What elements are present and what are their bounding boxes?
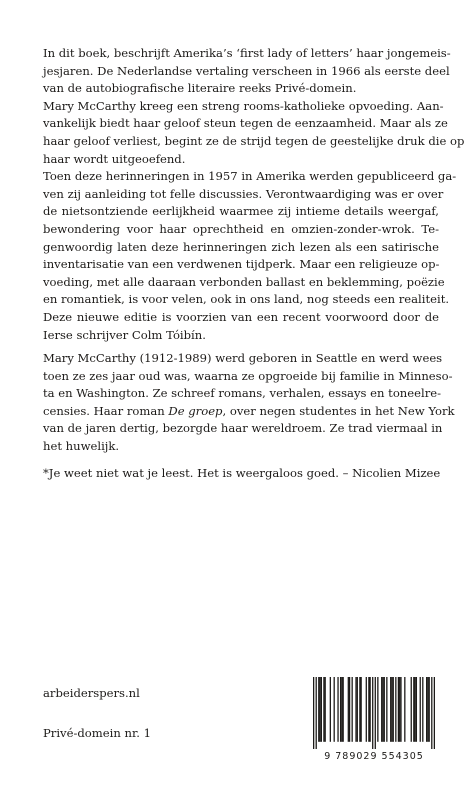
blurb-line: en romantiek, is voor velen, ook in ons land, nog steeds een realiteit. bbox=[43, 292, 450, 307]
barcode-bar bbox=[391, 677, 392, 742]
barcode-bar bbox=[330, 677, 331, 742]
barcode-bar bbox=[343, 677, 344, 742]
blurb-line: bewondering voor haar oprechtheid en omzien-zonder-wrok. Te- bbox=[43, 221, 439, 236]
barcode-bar bbox=[404, 677, 405, 742]
barcode-bar bbox=[325, 677, 326, 742]
barcode-bar bbox=[341, 677, 342, 742]
barcode-bar bbox=[422, 677, 423, 742]
blurb-text bbox=[43, 45, 465, 344]
barcode-bar bbox=[337, 677, 338, 742]
bio-line: Mary McCarthy (1912-1989) werd geboren in Seattle en werd wees bbox=[43, 351, 443, 365]
barcode-bar bbox=[319, 677, 320, 742]
barcode-bar bbox=[420, 677, 421, 742]
blurb-line: ven zij aanleiding tot felle discussies. Verontwaardiging was er over bbox=[43, 186, 444, 201]
barcode-bar bbox=[381, 677, 382, 742]
barcode-bar bbox=[313, 677, 314, 749]
barcode-bar bbox=[348, 677, 349, 742]
barcode-bar bbox=[352, 677, 353, 742]
barcode-bar bbox=[377, 677, 378, 742]
barcode-bar bbox=[323, 677, 324, 742]
blurb-line: Toen deze herinneringen in 1957 in Amerika werden gepubliceerd ga- bbox=[43, 169, 457, 184]
barcode-bar bbox=[382, 677, 383, 742]
barcode-bar bbox=[334, 677, 335, 742]
blurb-line: Deze nieuwe editie is voorzien van een recent voorwoord door de bbox=[43, 309, 439, 324]
barcode-bar bbox=[416, 677, 417, 742]
review-quote bbox=[43, 465, 439, 483]
barcode-bar bbox=[368, 677, 369, 742]
barcode-bar bbox=[386, 677, 387, 742]
barcode-bar bbox=[372, 677, 373, 749]
barcode-bar bbox=[390, 677, 391, 742]
barcode-bar bbox=[398, 677, 399, 742]
bio-line: ta en Washington. Ze schreef romans, verhalen, essays en toneelre- bbox=[43, 386, 442, 401]
barcode-bar bbox=[384, 677, 385, 742]
blurb-line: haar geloof verliest, begint ze de strijd tegen de geestelijke druk die op bbox=[43, 133, 465, 148]
barcode-digits: 9 789029 554305 bbox=[324, 751, 424, 762]
blurb-line: vankelijk biedt haar geloof steun tegen de eenzaamheid. Maar als ze bbox=[43, 116, 448, 131]
bio-line: van de jaren dertig, bezorgde haar wereldroem. Ze trad viermaal in bbox=[43, 421, 443, 436]
barcode-bar bbox=[316, 677, 317, 749]
barcode-bar bbox=[361, 677, 362, 742]
book-title: De groep bbox=[168, 403, 223, 418]
barcode-bar bbox=[375, 677, 376, 749]
barcode-bar bbox=[400, 677, 401, 742]
barcode-bar bbox=[426, 677, 427, 742]
barcode-bar bbox=[393, 677, 394, 742]
barcode-bar bbox=[357, 677, 358, 742]
bio-line: het huwelijk. bbox=[43, 438, 120, 453]
blurb-line: inventarisatie van een verdwenen tijdperk. Maar een religieuze op- bbox=[43, 257, 440, 272]
isbn-barcode bbox=[309, 677, 439, 769]
barcode-bar bbox=[395, 677, 396, 742]
series-label: Privé-domein nr. 1 bbox=[43, 726, 151, 740]
quote-line: *Je weet niet wat je leest. Het is weergaloos goed. – Nicolien Mizee bbox=[43, 466, 441, 480]
barcode-bars bbox=[313, 677, 435, 749]
barcode-bar bbox=[340, 677, 341, 742]
barcode-bar bbox=[429, 677, 430, 742]
barcode-bar bbox=[431, 677, 432, 749]
barcode-bar bbox=[359, 677, 360, 742]
barcode-bar bbox=[318, 677, 319, 742]
barcode-bar bbox=[349, 677, 350, 742]
barcode-bar bbox=[355, 677, 356, 742]
blurb-line: In dit boek, beschrijft Amerika’s ‘first lady of letters’ haar jongemeis- bbox=[43, 46, 451, 60]
blurb-line: de nietsontziende eerlijkheid waarmee zij intieme details weergaf, bbox=[43, 204, 439, 219]
bio-line: toen ze zes jaar oud was, waarna ze opgroeide bij familie in Minneso- bbox=[43, 368, 453, 383]
barcode-bar bbox=[414, 677, 415, 742]
blurb-line: genwoordig laten deze herinneringen zich lezen als een satirische bbox=[43, 239, 439, 254]
barcode-bar bbox=[321, 677, 322, 742]
publisher-url: arbeiderspers.nl bbox=[43, 686, 140, 700]
author-bio bbox=[43, 350, 455, 456]
blurb-line: Mary McCarthy kreeg een streng rooms-katholieke opvoeding. Aan- bbox=[43, 98, 444, 113]
barcode-bar bbox=[434, 677, 435, 749]
blurb-line: jesjaren. De Nederlandse vertaling verscheen in 1966 als eerste deel bbox=[43, 63, 450, 78]
blurb-line: haar wordt uitgeoefend. bbox=[43, 151, 186, 166]
barcode-bar bbox=[370, 677, 371, 742]
blurb-line: Ierse schrijver Colm Tóibín. bbox=[43, 327, 206, 342]
blurb-line: voeding, met alle daaraan verbonden ballast en beklemming, poëzie bbox=[43, 274, 445, 289]
barcode-bar bbox=[413, 677, 414, 742]
barcode-bar bbox=[427, 677, 428, 742]
barcode-bar bbox=[366, 677, 367, 742]
barcode-bar bbox=[411, 677, 412, 742]
blurb-line: van de autobiografische literaire reeks Privé-domein. bbox=[43, 81, 357, 96]
barcode-bar bbox=[399, 677, 400, 742]
bio-line: censies. Haar roman De groep, over negen studentes in het New York bbox=[43, 403, 455, 418]
